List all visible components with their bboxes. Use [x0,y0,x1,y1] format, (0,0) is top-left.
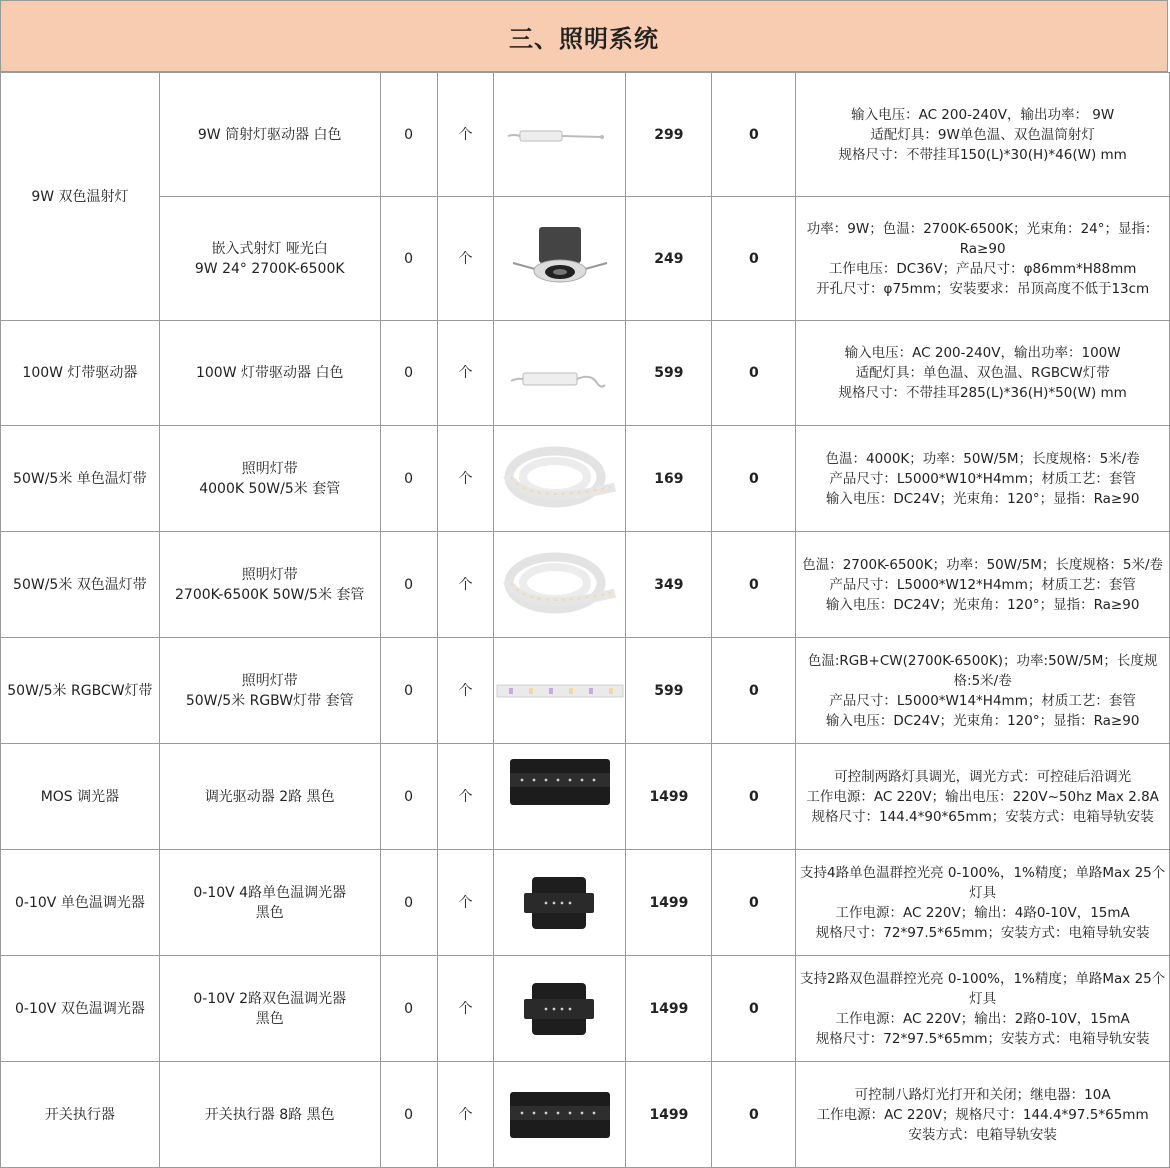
spec-line: 规格尺寸：不带挂耳150(L)*30(H)*46(W) mm [838,146,1127,163]
spec-line: 产品尺寸：L5000*W10*H4mm；材质工艺：套管 [829,470,1136,487]
table-row [1,532,1170,638]
rail-module-wide-icon [508,1088,612,1142]
item-name: 100W 灯带驱动器 [1,321,160,426]
item-name: 0-10V 单色温调光器 [1,850,160,956]
unit-price: 1499 [626,1062,712,1168]
total-price: 0 [712,426,796,532]
spec-line: 色温:RGB+CW(2700K-6500K)；功率:50W/5M；长度规格:5米/卷 [807,652,1158,689]
quantity: 0 [380,1062,437,1168]
unit: 个 [437,638,494,744]
driver-long-icon [505,343,615,403]
unit: 个 [437,956,494,1062]
unit-price: 299 [626,73,712,197]
spec-line: 工作电源：AC 220V；输出电压：220V~50hz Max 2.8A [806,788,1159,805]
spec-cell [796,850,1170,956]
product-name [159,956,380,1062]
table-row [1,1062,1170,1168]
product-image [494,321,626,426]
item-name: 50W/5米 单色温灯带 [1,426,160,532]
unit-price: 1499 [626,956,712,1062]
quantity: 0 [380,73,437,197]
spec-line: 输入电压：DC24V；光束角：120°；显指：Ra≥90 [825,490,1140,507]
item-name: 开关执行器 [1,1062,160,1168]
spec-line: 可控制两路灯具调光，调光方式：可控硅后沿调光 [834,768,1132,785]
rgb-strip-icon [495,676,625,706]
unit: 个 [437,532,494,638]
unit: 个 [437,73,494,197]
product-name: 调光驱动器 2路 黑色 [159,744,380,850]
total-price: 0 [712,321,796,426]
spec-line: 规格尺寸：不带挂耳285(L)*36(H)*50(W) mm [838,385,1127,401]
product-name: 9W 筒射灯驱动器 白色 [159,73,380,197]
spec-line: 规格尺寸：72*97.5*65mm；安装方式：电箱导轨安装 [815,1030,1150,1047]
product-name-line: 黑色 [255,1010,284,1027]
unit-price: 1499 [626,744,712,850]
unit: 个 [437,197,494,321]
total-price: 0 [712,532,796,638]
spec-cell [796,321,1170,426]
spec-cell [796,73,1170,197]
spec-line: 产品尺寸：L5000*W12*H4mm；材质工艺：套管 [829,576,1136,593]
spec-line: 规格尺寸：144.4*90*65mm；安装方式：电箱导轨安装 [811,808,1154,825]
spec-line: 安装方式：电箱导轨安装 [908,1126,1057,1143]
unit-price: 1499 [626,850,712,956]
spec-cell [796,197,1170,321]
rail-module-wide-icon [508,755,612,809]
product-name-line: 50W/5米 RGBW灯带 套管 [185,692,354,709]
total-price: 0 [712,638,796,744]
quantity: 0 [380,956,437,1062]
spec-line: 输入电压：DC24V；光束角：120°；显指：Ra≥90 [825,596,1140,613]
product-name-line: 2700K-6500K 50W/5米 套管 [175,586,365,603]
total-price: 0 [712,850,796,956]
product-name-line: 照明灯带 [241,460,298,477]
unit: 个 [437,426,494,532]
rail-module-small-icon [520,871,600,935]
product-name-line: 0-10V 2路双色温调光器 [193,990,347,1007]
table-row [1,426,1170,532]
spotlight-icon [505,219,615,299]
quantity: 0 [380,744,437,850]
led-strip-icon [497,545,623,625]
total-price: 0 [712,197,796,321]
product-image [494,744,626,850]
quantity: 0 [380,638,437,744]
item-name: MOS 调光器 [1,744,160,850]
spec-line: 开孔尺寸：φ75mm；安装要求：吊顶高度不低于13cm [816,280,1150,297]
unit-price: 249 [626,197,712,321]
total-price: 0 [712,744,796,850]
spec-line: 工作电源：AC 220V；输出：2路0-10V，15mA [835,1010,1130,1027]
table-row [1,638,1170,744]
spec-line: 可控制八路灯光打开和关闭；继电器：10A [854,1086,1111,1103]
spec-line: 功率：9W；色温：2700K-6500K；光束角：24°；显指：Ra≥90 [806,220,1159,257]
product-name [159,638,380,744]
table-row [1,197,1170,321]
product-image [494,850,626,956]
spec-cell [796,744,1170,850]
spec-line: 支持4路单色温群控光亮 0-100%，1%精度；单路Max 25个灯具 [800,864,1166,901]
product-name: 开关执行器 8路 黑色 [159,1062,380,1168]
product-name [159,532,380,638]
spec-cell [796,638,1170,744]
total-price: 0 [712,956,796,1062]
quantity: 0 [380,197,437,321]
product-image [494,532,626,638]
unit-price: 599 [626,638,712,744]
product-image [494,956,626,1062]
product-name-line: 4000K 50W/5米 套管 [199,480,341,497]
spec-line: 色温：4000K；功率：50W/5M；长度规格：5米/卷 [825,450,1140,467]
unit-price: 599 [626,321,712,426]
table-row [1,73,1170,197]
spec-line: 工作电压：DC36V；产品尺寸：φ86mm*H88mm [828,260,1137,277]
quantity: 0 [380,426,437,532]
total-price: 0 [712,1062,796,1168]
product-name-line: 嵌入式射灯 哑光白 [211,240,328,257]
spec-line: 输入电压：DC24V；光束角：120°；显指：Ra≥90 [825,712,1140,729]
section-header [0,0,1168,72]
spec-line: 适配灯具：9W单色温、双色温筒射灯 [870,126,1095,143]
quantity: 0 [380,321,437,426]
spec-line: 输入电压：AC 200-240V，输出功率：100W [844,345,1121,361]
product-image [494,426,626,532]
product-image [494,73,626,197]
product-name-line: 照明灯带 [241,566,298,583]
product-name [159,426,380,532]
unit-price: 349 [626,532,712,638]
unit: 个 [437,744,494,850]
spec-cell [796,1062,1170,1168]
table-row [1,956,1170,1062]
unit: 个 [437,1062,494,1168]
product-name [159,197,380,321]
rail-module-small-icon [520,977,600,1041]
table-row [1,744,1170,850]
product-name-line: 0-10V 4路单色温调光器 [193,884,347,901]
quantity: 0 [380,850,437,956]
lighting-table [0,72,1170,1168]
product-image [494,638,626,744]
led-strip-icon [497,439,623,519]
spec-line: 工作电源：AC 220V；输出：4路0-10V，15mA [835,904,1130,921]
product-image [494,197,626,321]
table-row [1,321,1170,426]
spec-line: 工作电源：AC 220V；规格尺寸：144.4*97.5*65mm [816,1106,1149,1123]
product-name-line: 9W 24° 2700K-6500K [194,260,345,277]
section-title: 三、照明系统 [509,24,659,53]
driver-small-icon [500,115,620,155]
quantity: 0 [380,532,437,638]
spec-line: 支持2路双色温群控光亮 0-100%，1%精度；单路Max 25个灯具 [800,970,1166,1007]
product-name-line: 照明灯带 [241,672,298,689]
unit: 个 [437,850,494,956]
product-image [494,1062,626,1168]
total-price: 0 [712,73,796,197]
spec-cell [796,956,1170,1062]
spec-line: 适配灯具：单色温、双色温、RGBCW灯带 [855,365,1110,381]
spec-cell [796,426,1170,532]
item-name: 50W/5米 双色温灯带 [1,532,160,638]
table-row [1,850,1170,956]
product-name: 100W 灯带驱动器 白色 [159,321,380,426]
item-name: 50W/5米 RGBCW灯带 [1,638,160,744]
unit: 个 [437,321,494,426]
unit-price: 169 [626,426,712,532]
item-name: 0-10V 双色温调光器 [1,956,160,1062]
spec-line: 产品尺寸：L5000*W14*H4mm；材质工艺：套管 [829,692,1136,709]
spec-line: 输入电压：AC 200-240V，输出功率： 9W [851,106,1115,123]
item-name: 9W 双色温射灯 [1,73,160,321]
product-name [159,850,380,956]
product-name-line: 黑色 [255,904,284,921]
spec-line: 规格尺寸：72*97.5*65mm；安装方式：电箱导轨安装 [815,924,1150,941]
spec-cell [796,532,1170,638]
spec-line: 色温：2700K-6500K；功率：50W/5M；长度规格：5米/卷 [802,556,1164,573]
